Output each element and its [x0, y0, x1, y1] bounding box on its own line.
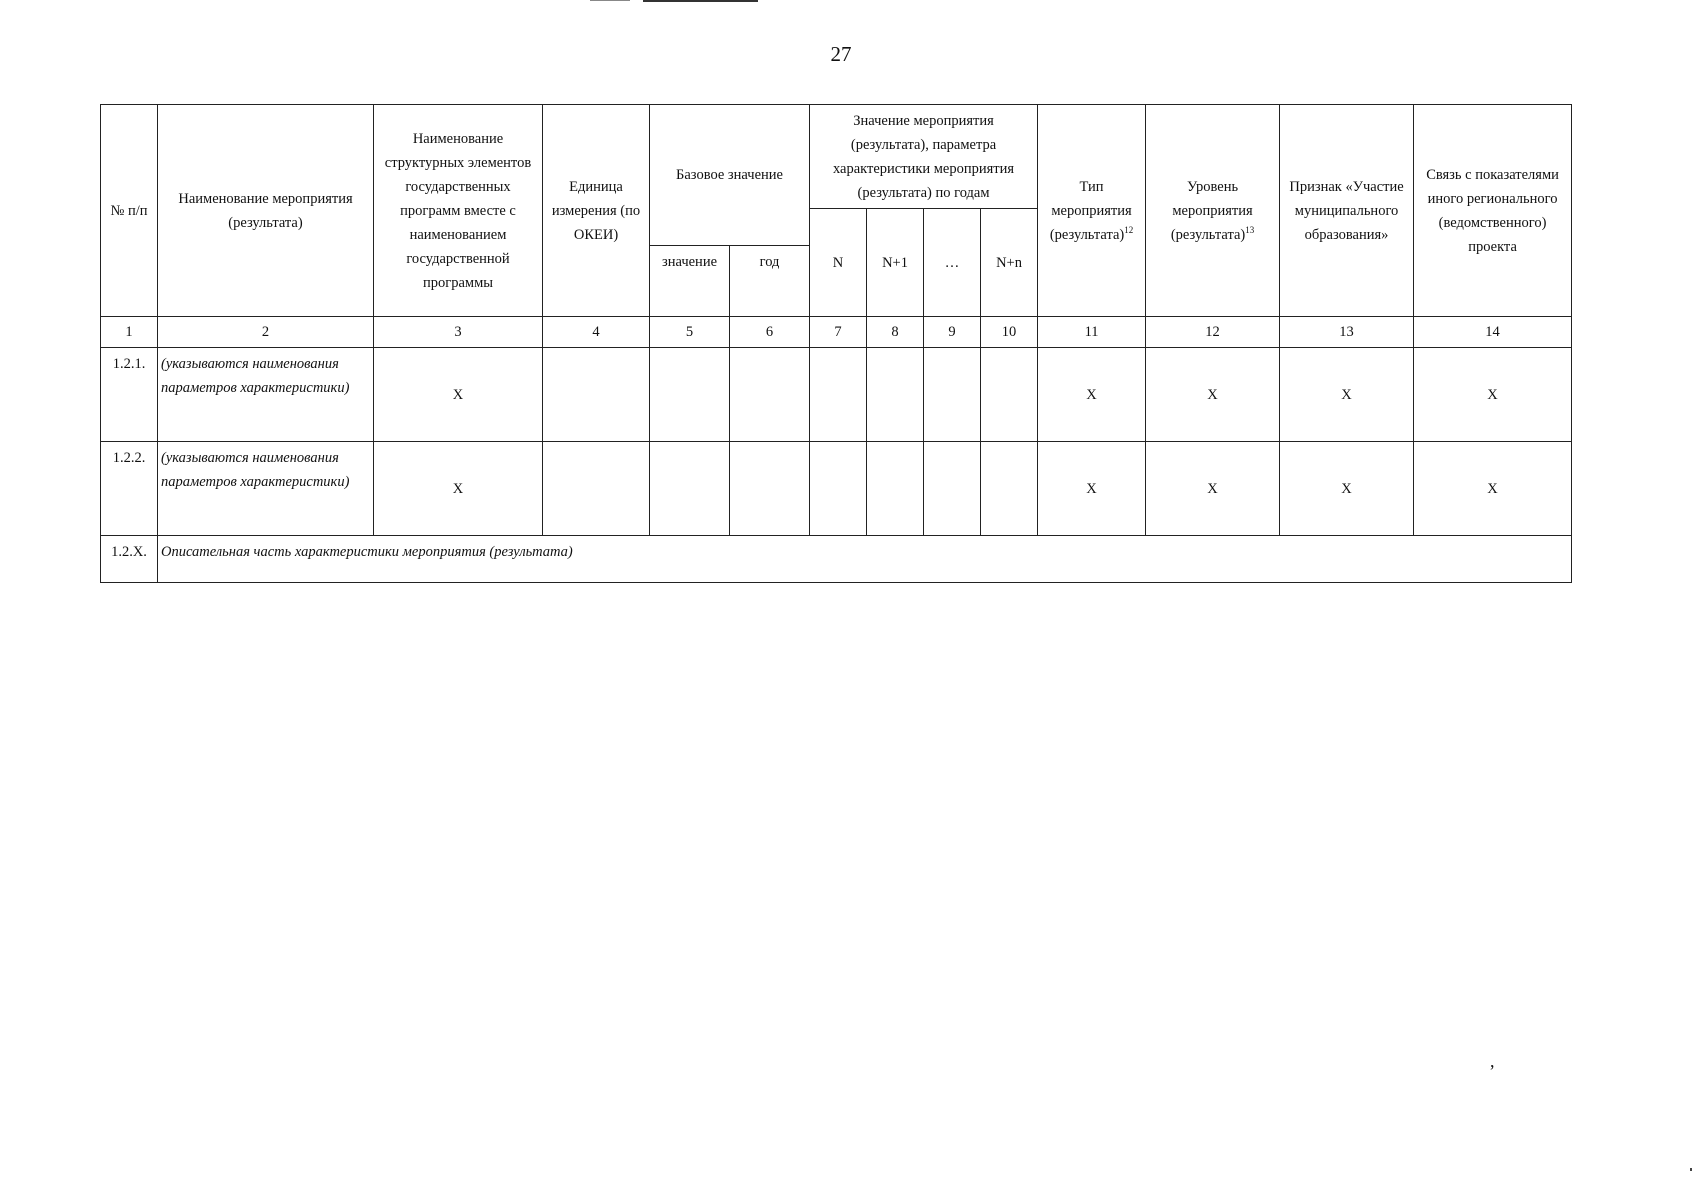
page-number: 27: [830, 42, 852, 66]
cell-year-dots: [924, 348, 981, 442]
header-measure-level-label: Уровень мероприятия (результата): [1170, 178, 1253, 243]
header-year-nn: N+n: [981, 209, 1038, 317]
column-number: 2: [158, 317, 374, 348]
row-name: (указываются наименования параметров характеристики): [158, 442, 374, 536]
column-number: 10: [981, 317, 1038, 348]
header-year-dots: …: [924, 209, 981, 317]
header-base-value-value: значение: [650, 246, 730, 317]
cell-base-year: [730, 348, 810, 442]
cell-base-value: [650, 348, 730, 442]
table-row: [101, 348, 1572, 442]
description-row-number: 1.2.X.: [101, 536, 158, 583]
cell-unit: [543, 348, 650, 442]
header-measure-level: [1146, 105, 1280, 317]
cell-base-value: [650, 442, 730, 536]
header-base-value: Базовое значение: [650, 105, 810, 246]
header-values-by-year: Значение мероприятия (результата), параметра характеристики мероприятия (результата) по годам: [810, 105, 1038, 209]
cell-municipal-participation: X: [1280, 348, 1414, 442]
footnote-ref-13: 13: [1245, 224, 1255, 235]
column-number: 8: [867, 317, 924, 348]
column-number: 12: [1146, 317, 1280, 348]
measures-table: [100, 104, 1572, 583]
header-row-top: [101, 105, 1572, 209]
cell-structural-element: X: [374, 348, 543, 442]
cell-year-n1: [867, 442, 924, 536]
row-number: 1.2.1.: [101, 348, 158, 442]
cell-unit: [543, 442, 650, 536]
column-number: 14: [1414, 317, 1572, 348]
column-number: 1: [101, 317, 158, 348]
cell-link-to-indicators: X: [1414, 442, 1572, 536]
row-number: 1.2.2.: [101, 442, 158, 536]
description-text: Описательная часть характеристики мероприятия (результата): [158, 536, 1572, 583]
cell-year-nn: [981, 348, 1038, 442]
header-year-n1: N+1: [867, 209, 924, 317]
cell-measure-level: X: [1146, 348, 1280, 442]
header-row-number: № п/п: [101, 105, 158, 317]
header-measure-type: [1038, 105, 1146, 317]
scan-artifact-line: [643, 0, 758, 2]
cell-measure-level: X: [1146, 442, 1280, 536]
header-municipal-participation: Признак «Участие муниципального образования»: [1280, 105, 1414, 317]
cell-structural-element: X: [374, 442, 543, 536]
column-number: 6: [730, 317, 810, 348]
header-unit: Единица измерения (по ОКЕИ): [543, 105, 650, 317]
cell-year-n: [810, 442, 867, 536]
cell-measure-type: X: [1038, 442, 1146, 536]
cell-link-to-indicators: X: [1414, 348, 1572, 442]
column-number: 3: [374, 317, 543, 348]
header-measure-name: Наименование мероприятия (результата): [158, 105, 374, 317]
description-row: [101, 536, 1572, 583]
stray-mark: ,: [1490, 1051, 1495, 1071]
cell-base-year: [730, 442, 810, 536]
header-year-n: N: [810, 209, 867, 317]
column-number: 7: [810, 317, 867, 348]
header-link-to-indicators: Связь с показателями иного регионального (ведомственного) проекта: [1414, 105, 1572, 317]
header-structural-elements: Наименование структурных элементов государственных программ вместе с наименованием государственной программы: [374, 105, 543, 317]
footnote-ref-12: 12: [1124, 224, 1134, 235]
header-base-value-year: год: [730, 246, 810, 317]
cell-year-n: [810, 348, 867, 442]
scan-artifact-small: [590, 0, 630, 1]
header-measure-type-label: Тип мероприятия (результата): [1049, 178, 1132, 243]
column-number: 13: [1280, 317, 1414, 348]
column-number: 11: [1038, 317, 1146, 348]
column-number: 5: [650, 317, 730, 348]
cell-year-dots: [924, 442, 981, 536]
table-row: [101, 442, 1572, 536]
cell-year-n1: [867, 348, 924, 442]
column-numbers-row: [101, 317, 1572, 348]
cell-measure-type: X: [1038, 348, 1146, 442]
column-number: 9: [924, 317, 981, 348]
row-name: (указываются наименования параметров характеристики): [158, 348, 374, 442]
cell-municipal-participation: X: [1280, 442, 1414, 536]
cell-year-nn: [981, 442, 1038, 536]
column-number: 4: [543, 317, 650, 348]
scan-edge-artifact: [1690, 1168, 1692, 1171]
